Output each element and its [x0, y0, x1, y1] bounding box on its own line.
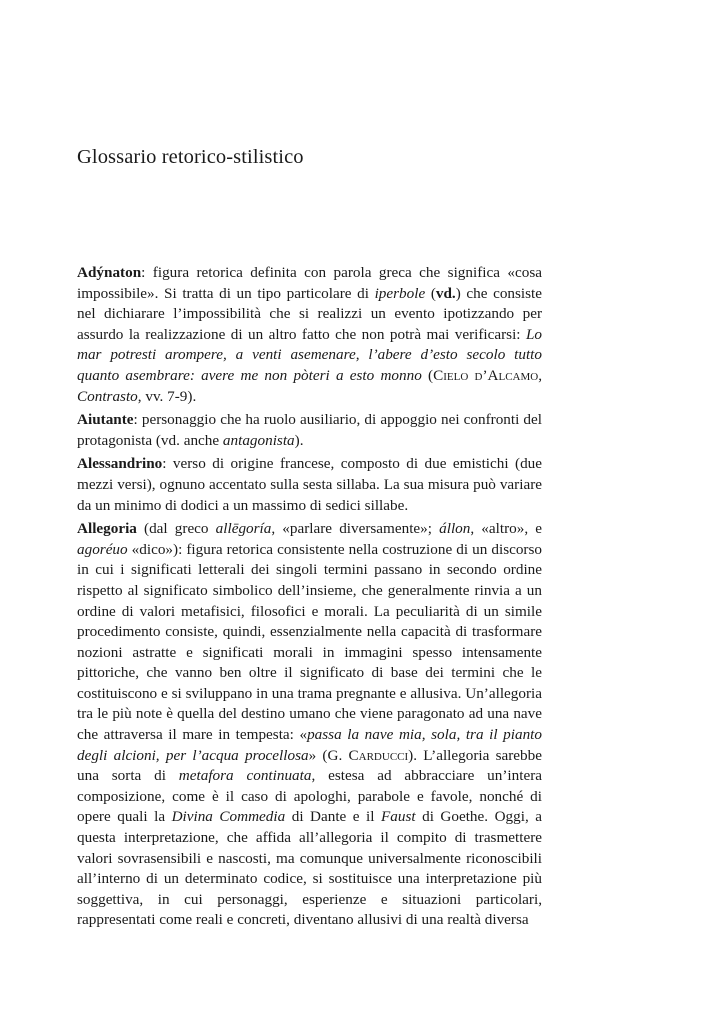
work-title: Faust — [380, 808, 416, 826]
work-title: Divina Commedia — [171, 808, 286, 826]
italic-term: metafora continuata — [178, 767, 312, 785]
entry-text: ( — [425, 284, 436, 302]
quotation: Lo mar potresti arompere, a venti asemenare, l’abere d’esto secolo tutto quanto asembrare: avere me non pòteri a esto monno — [77, 325, 542, 384]
entry-term: Adýnaton — [77, 264, 142, 281]
work-title: Contrasto — [77, 387, 138, 405]
entry-text: di Dante e il — [285, 808, 381, 826]
entry-text: (dal greco — [136, 520, 216, 538]
quotation: passa la nave mia, sola, tra il pianto degli alcioni, per l’acqua procellosa — [77, 726, 542, 764]
entry-text: ( — [421, 366, 434, 384]
italic-term: állon — [439, 520, 471, 538]
entry-text: , vv. 7-9). — [137, 387, 197, 405]
entry-text: , — [538, 366, 543, 384]
glossary-body — [77, 263, 542, 934]
entry-allegoria — [77, 519, 542, 931]
italic-term: allēgoría — [215, 520, 272, 538]
author-name: Carducci — [348, 746, 409, 764]
cross-reference: vd. — [435, 284, 456, 302]
entry-adynaton — [77, 263, 542, 407]
entry-text: «dico»): figura retorica consistente nella costruzione di un discorso in cui i significati letterali dei singoli termini passano in secondo ordine rispetto al significato simbolico dell’insieme, che generalmente rinvia a un ordine di valori metafisici, filosofici e morali. La peculiarità di un simile procedimento consiste, quindi, essenzialmente nella capacità di trasformare nozioni astratte e significati morali in immagini spesso intensamente pittoriche, che vanno ben oltre il significato di base dei termini che le costituiscono e si sviluppano in una trama pregnante e allusiva. Un’allegoria tra le più note è quella del destino umano che viene paragonato ad una nave che attraversa il mare in tempesta: « — [77, 540, 542, 744]
entry-text: , estesa ad abbracciare un’intera composizione, come è il caso di apologhi, parabole e favole, nonché di opere quali la — [77, 767, 543, 826]
entry-text: ). — [294, 431, 304, 449]
entry-text: : personaggio che ha ruolo ausiliario, di appoggio nei confronti del protagonista (vd. anche — [77, 411, 542, 449]
entry-text: di Goethe. Oggi, a questa interpretazione, che affida all’allegoria il compito di trasmettere valori sovrasensibili e nascosti, ma comunque universalmente riconoscibili all’interno di un determinato codice, si sostituisce una interpretazione più soggettiva, in cui personaggi, esperienze e situazioni particolari, rappresentati come reali e concreti, diventano allusivi di una realtà diversa — [77, 808, 542, 929]
entry-alessandrino — [77, 454, 542, 516]
entry-term: Allegoria — [77, 520, 137, 538]
entry-term: Alessandrino — [77, 455, 163, 473]
entry-text: : figura retorica definita con parola greca che significa «cosa impossibile». Si tratta di un tipo particolare di — [77, 264, 542, 302]
entry-text: ). L’allegoria sarebbe una sorta di — [77, 746, 542, 785]
entry-term: Aiutante — [77, 411, 134, 429]
author-name: Cielo d’Alcamo — [433, 366, 539, 384]
entry-text: ) che consiste nel dichiarare l’impossibilità che si realizzi un evento ipotizzando per assurdo la realizzazione di un altro fatto che non potrà mai verificarsi: — [77, 284, 543, 343]
page-title: Glossario retorico-stilistico — [77, 146, 304, 168]
entry-text: , «parlare diversamente»; — [271, 520, 440, 538]
entry-text: , «altro», e — [470, 520, 543, 538]
italic-term: iperbole — [374, 284, 426, 302]
italic-term: agoréuo — [77, 540, 128, 558]
italic-term: antagonista — [222, 431, 295, 449]
entry-text: » (G. — [308, 746, 349, 764]
entry-aiutante — [77, 410, 542, 451]
entry-text: : verso di origine francese, composto di due emistichi (due mezzi versi), ognuno accentato sulla sesta sillaba. La sua misura può variare da un minimo di dodici a un massimo di sedici sillabe. — [77, 455, 542, 514]
